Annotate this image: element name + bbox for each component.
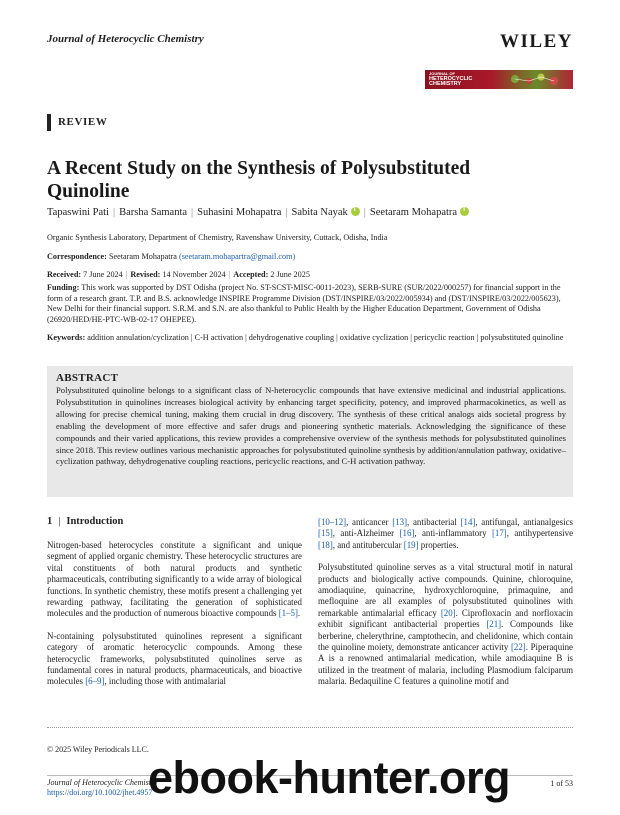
citation-link[interactable]: [21] xyxy=(486,619,502,630)
journal-cover-logo xyxy=(425,70,573,89)
abstract-heading: ABSTRACT xyxy=(56,372,119,384)
abstract-text: Polysubstituted quinoline belongs to a significant class of N-heterocyclic compounds that have extensive medicinal and industrial applications. Polysubstitution in quinolines increases biological activity by enhancing target specificity, potency, and improved pharmacokinetics, as well as allowing for precise chemical tuning, making them crucial in drug discovery. The synthesis of these critical analogs aids societal progress by enabling the development of more effective and safer drugs and pioneering synthetic materials. Acknowledging the significance of these compounds and their varied applications, this review provides a comprehensive overview of the synthesis methods for polysubstituted quinolines since 2018. This review outlines various mechanistic approaches for polysubstituted quinoline synthesis by addition/annulation pathway, oxidative–cyclization pathway, dehydrogenative coupling reactions, pericyclic reactions, and C-H activation pathway. xyxy=(56,385,566,467)
body-column-right xyxy=(318,517,573,699)
body-column-left xyxy=(47,540,302,699)
page-footer xyxy=(47,778,158,798)
watermark: ebook-hunter.org xyxy=(148,752,510,803)
keywords: Keywords: addition annulation/cyclization | C-H activation | dehydrogenative coupling | oxidative cyclization | pericyclic reaction | polysubstituted quinoline xyxy=(47,333,564,342)
logo-line-3: CHEMISTRY xyxy=(429,81,462,88)
paragraph: Nitrogen-based heterocycles constitute a significant and unique segment of applied organic chemistry. These heterocyclic structures are vital constituents of both natural products and synthetic pharmaceuticals, contributing significantly to a wide array of biological functions. In synthetic chemistry, these motifs present a challenging yet rewarding pathway, facilitating the generation of sophisticated molecules and the production of numerous bioactive compounds [1–5]. xyxy=(47,540,302,619)
citation-link[interactable]: [15] xyxy=(318,528,333,539)
correspondence-name: Seetaram Mohapatra xyxy=(108,252,177,261)
journal-name: Journal of Heterocyclic Chemistry xyxy=(47,33,204,45)
article-type: REVIEW xyxy=(58,116,108,128)
citation-link[interactable]: [19] xyxy=(403,539,419,550)
author-name[interactable]: Barsha Samanta xyxy=(119,207,188,218)
citation-link[interactable]: [20] xyxy=(440,607,456,618)
molecule-graphic-icon xyxy=(507,73,567,86)
doi-link[interactable]: https://doi.org/10.1002/jhet.4957 xyxy=(47,788,153,797)
citation-link[interactable]: [16] xyxy=(399,528,415,539)
author-name[interactable]: Seetaram Mohapatra xyxy=(369,207,458,218)
footer-journal: Journal of Heterocyclic Chemistry xyxy=(47,778,158,787)
citation-link[interactable]: [13] xyxy=(392,517,408,527)
citation-link[interactable]: [18] xyxy=(318,539,333,550)
paragraph: Polysubstituted quinoline serves as a vital structural motif in natural products and biologically active compounds. Quinine, chloroquine, amodiaquine, quinacrine, hydroxychloroquine, primaquine, and mefloquine are all examples of polysubstituted quinolines with remarkable antimalarial efficacy [20]. Ciprofloxacin and norfloxacin exhibit significant antibacterial properties [21]. Compounds like berberine, chelerythrine, camptothecin, and chelidonine, which contain the quinoline moiety, demonstrate anticancer activity [22]. Piperaquine A is a renowned antimalarial medication, while amodiaquine B is utilized in the treatment of malaria, including Plasmodium falciparum malaria. Bedaquiline C features a quinoline motif and xyxy=(318,562,573,687)
logo-line-2: HETEROCYCLIC xyxy=(429,75,473,82)
citation-link[interactable]: [22] xyxy=(510,642,526,653)
author-name[interactable]: Tapaswini Pati xyxy=(47,207,109,218)
correspondence: Correspondence: Seetaram Mohapatra (seetaram.mohapartra@gmail.com) xyxy=(47,252,296,261)
copyright-notice: © 2025 Wiley Periodicals LLC. xyxy=(47,745,149,754)
article-type-bar xyxy=(47,114,51,131)
correspondence-email-link[interactable]: (seetaram.mohapartra@gmail.com) xyxy=(178,252,296,261)
citation-link[interactable]: [10–12] xyxy=(318,517,347,527)
citation-link[interactable]: [17] xyxy=(491,528,507,539)
author-list: Tapaswini Pati | Barsha Samanta | Suhasini Mohapatra | Sabita Nayaki | Seetaram Mohapatrai xyxy=(47,207,587,218)
affiliation: Organic Synthesis Laboratory, Department of Chemistry, Ravenshaw University, Cuttack, Odisha, India xyxy=(47,233,388,242)
orcid-icon[interactable] xyxy=(460,207,469,216)
section-heading: 1 | Introduction xyxy=(47,516,124,527)
author-name[interactable]: Suhasini Mohapatra xyxy=(197,207,282,218)
publisher-logo: WILEY xyxy=(500,31,573,52)
article-title: A Recent Study on the Synthesis of Polysubstituted Quinoline xyxy=(47,158,471,202)
citation-link[interactable]: [14] xyxy=(460,517,476,527)
received-date: 7 June 2024 xyxy=(83,270,123,279)
citation-link[interactable]: [6–9] xyxy=(85,676,105,687)
paragraph: [10–12], anticancer [13], antibacterial [14], antifungal, antianalgesics [15], anti-Alzheimer [16], anti-inflammatory [17], antihypertensive [18], and antitubercular [19] properties. xyxy=(318,517,574,550)
footnote-divider xyxy=(47,727,573,728)
accepted-date: 2 June 2025 xyxy=(270,270,310,279)
funding-statement: Funding: This work was supported by DST Odisha (project No. ST-SCST-MISC-0011-2023), SERB-SURE (SUR/2022/000257) for financial support in the form of a research grant. T.P. and B.S. acknowledge INSPIRE Programme Division (DST/INSPIRE/03/2022/005934) and (DST/INSPIRE/03/2022/005623), New Delhi for their financial support. S.R.M. and S.N. are also thankful to Public Health by the Higher Education Department, Government of Odisha (26920/HED/HE-PTC-WB-02-17 OHEPEE). xyxy=(47,283,561,324)
citation-link[interactable]: [1–5] xyxy=(278,608,298,619)
orcid-icon[interactable] xyxy=(351,207,360,216)
page-number: 1 of 53 xyxy=(550,779,573,788)
paragraph: N-containing polysubstituted quinolines represent a significant category of aromatic heterocyclic compounds. Among these heterocyclic frameworks, polysubstituted quinolines serve as fundamental cores in natural products, pharmaceuticals, and bioactive molecules [6–9], including those with antimalarial xyxy=(47,630,302,687)
logo-line-1: JOURNAL OF xyxy=(429,71,455,76)
author-name[interactable]: Sabita Nayak xyxy=(291,207,348,218)
article-dates: Received: 7 June 2024 | Revised: 14 November 2024 | Accepted: 2 June 2025 xyxy=(47,270,310,279)
revised-date: 14 November 2024 xyxy=(162,270,226,279)
